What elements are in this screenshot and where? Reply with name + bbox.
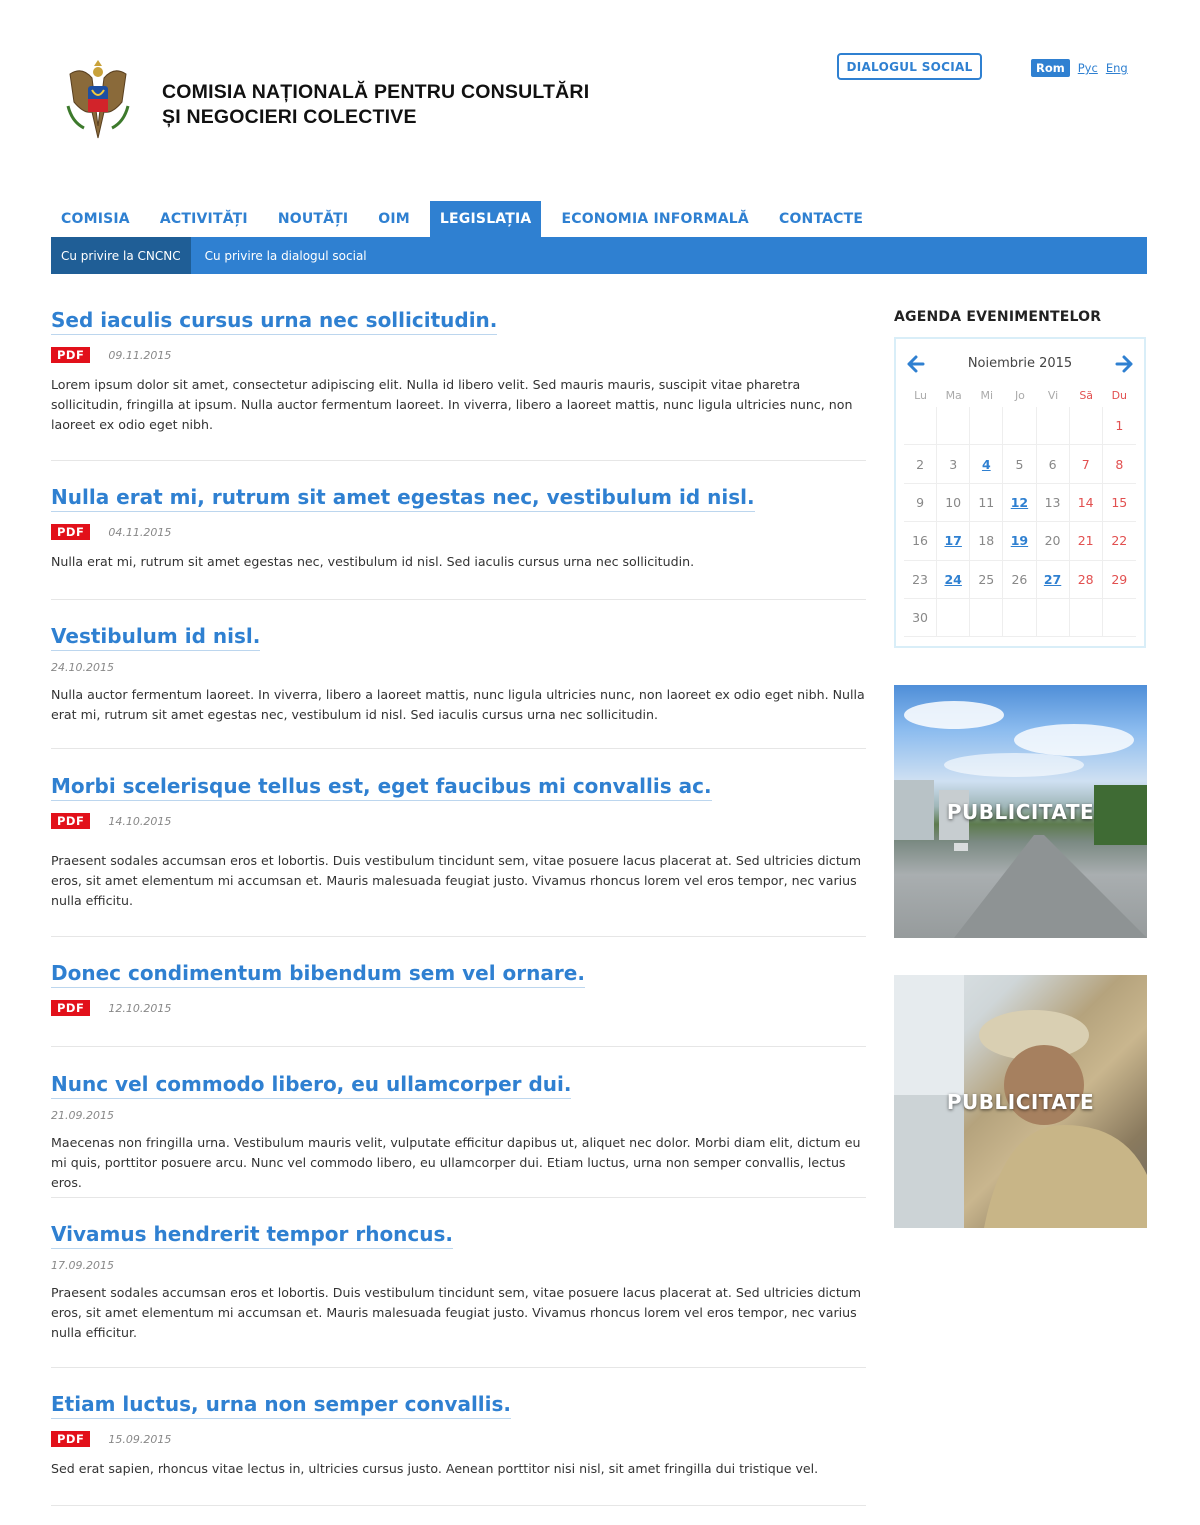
article-excerpt: Praesent sodales accumsan eros et lobortis. Duis vestibulum tincidunt sem, vitae posuere lacus placerat at. Sed ultricies dictum eros, sit amet elementum mi accumsan et. Mauris malesuada feugiat justo. Vivamus rhoncus lorem vel eros tempor, nec varius nulla efficitu. (51, 853, 862, 908)
calendar-month: Noiembrie 2015 (967, 356, 1073, 371)
calendar-week (904, 484, 1136, 522)
article-title[interactable]: Morbi scelerisque tellus est, eget faucibus mi convallis ac. (51, 774, 712, 801)
article-title[interactable]: Donec condimentum bibendum sem vel ornare. (51, 961, 585, 988)
weekday-label: Ma (945, 389, 962, 402)
language-switcher (1031, 59, 1128, 77)
lang-rus[interactable]: Рус (1077, 61, 1098, 75)
calendar-day[interactable]: 28 (1070, 561, 1103, 598)
calendar-empty-cell (1003, 599, 1036, 636)
pdf-badge[interactable]: PDF (51, 1431, 90, 1447)
calendar-empty-cell (970, 407, 1003, 444)
ad-label: PUBLICITATE (946, 800, 1095, 824)
calendar-day[interactable]: 29 (1111, 571, 1128, 587)
calendar-empty-cell (970, 599, 1003, 636)
pdf-badge[interactable]: PDF (51, 524, 90, 540)
article-item (51, 1072, 866, 1198)
calendar-day[interactable]: 6 (1037, 445, 1070, 482)
nav-comisia[interactable]: COMISIA (61, 211, 130, 227)
article-excerpt: Praesent sodales accumsan eros et lobortis. Duis vestibulum tincidunt sem, vitae posuere lacus placerat at. Sed ultricies dictum eros, sit amet elementum mi accumsan et. Mauris malesuada feugiat justo. Vivamus rhoncus lorem vel eros tempor, nec varius nulla efficitur. (51, 1285, 862, 1340)
article-date: 04.11.2015 (108, 525, 172, 539)
calendar-day[interactable]: 19 (1003, 522, 1036, 559)
calendar-day[interactable]: 20 (1037, 522, 1070, 559)
nav-legislatia[interactable]: LEGISLAȚIA (430, 201, 542, 237)
article-item (51, 1392, 866, 1506)
article-excerpt: Maecenas non fringilla urna. Vestibulum mauris velit, vulputate efficitur dapibus ut, aliquet nec dolor. Morbi diam elit, dictum eu mi quis, porttitor posuere arcu. Nunc vel commodo libero, eu ullamcorper dui. Etiam luctus, urna non semper convallis, lectus eros. (51, 1135, 861, 1190)
site-title-line2: ȘI NEGOCIERI COLECTIVE (162, 106, 417, 128)
calendar-week (904, 407, 1136, 445)
calendar-day[interactable]: 24 (937, 561, 970, 598)
dialogul-social-button[interactable]: DIALOGUL SOCIAL (837, 53, 982, 80)
calendar-empty-cell (937, 407, 970, 444)
nav-activitati[interactable]: ACTIVITĂȚI (159, 211, 248, 227)
calendar-day[interactable]: 25 (970, 561, 1003, 598)
nav-economia-informala[interactable]: ECONOMIA INFORMALĂ (561, 211, 749, 227)
calendar-day[interactable]: 5 (1003, 445, 1036, 482)
article-title[interactable]: Sed iaculis cursus urna nec sollicitudin. (51, 308, 497, 335)
pdf-badge[interactable]: PDF (51, 813, 90, 829)
weekday-label: Jo (1014, 389, 1025, 402)
article-title[interactable]: Etiam luctus, urna non semper convallis. (51, 1392, 511, 1419)
calendar-day[interactable]: 27 (1037, 561, 1070, 598)
arrow-right-icon[interactable] (1114, 353, 1136, 375)
article-date: 12.10.2015 (108, 1001, 172, 1015)
article-date: 09.11.2015 (108, 348, 172, 362)
calendar-empty-cell (1103, 599, 1136, 636)
site-title[interactable] (162, 80, 589, 130)
article-item (51, 308, 866, 461)
calendar-day[interactable]: 3 (937, 445, 970, 482)
calendar-day[interactable]: 1 (1115, 418, 1124, 434)
main-nav (51, 201, 883, 237)
calendar-day[interactable]: 8 (1115, 456, 1124, 472)
article-title[interactable]: Vestibulum id nisl. (51, 624, 260, 651)
weekday-label: Vi (1047, 389, 1059, 402)
lang-eng[interactable]: Eng (1105, 61, 1128, 75)
weekday-label: Să (1079, 389, 1094, 402)
calendar-week (904, 522, 1136, 560)
article-date: 15.09.2015 (108, 1432, 172, 1446)
agenda-title: AGENDA EVENIMENTELOR (894, 309, 1102, 325)
article-title[interactable]: Vivamus hendrerit tempor rhoncus. (51, 1222, 453, 1249)
article-date: 24.10.2015 (51, 660, 114, 674)
pdf-badge[interactable]: PDF (51, 347, 90, 363)
calendar-day[interactable]: 18 (970, 522, 1003, 559)
article-item (51, 624, 866, 749)
article-excerpt: Nulla auctor fermentum laoreet. In viverra, libero a laoreet mattis, nunc ligula ultricies nunc, non laoreet ex odio eget nibh. Nulla erat mi, rutrum sit amet egestas nec, vestibulum id nisl. Sed iaculis cursus urna nec sollicitudin. (51, 687, 865, 722)
calendar-day[interactable]: 10 (937, 484, 970, 521)
calendar-day[interactable]: 4 (970, 445, 1003, 482)
article-date: 14.10.2015 (108, 814, 172, 828)
ad-banner[interactable] (894, 685, 1147, 938)
article-item (51, 1222, 866, 1368)
calendar-weekdays (904, 389, 1136, 407)
nav-oim[interactable]: OIM (378, 211, 410, 227)
article-item (51, 774, 866, 937)
calendar-day[interactable]: 11 (970, 484, 1003, 521)
article-excerpt: Nulla erat mi, rutrum sit amet egestas nec, vestibulum id nisl. Sed iaculis cursus urna nec sollicitudin. (51, 554, 695, 569)
calendar-empty-cell (904, 407, 937, 444)
weekday-label: Lu (914, 389, 928, 402)
article-title[interactable]: Nunc vel commodo libero, eu ullamcorper dui. (51, 1072, 571, 1099)
weekday-label: Mi (980, 389, 994, 402)
sub-nav (51, 237, 1147, 274)
ad-label: PUBLICITATE (946, 1090, 1095, 1114)
calendar-empty-cell (1003, 407, 1036, 444)
calendar-empty-cell (937, 599, 970, 636)
article-title[interactable]: Nulla erat mi, rutrum sit amet egestas nec, vestibulum id nisl. (51, 485, 755, 512)
calendar-day[interactable]: 26 (1003, 561, 1036, 598)
ad-banner[interactable] (894, 975, 1147, 1228)
calendar-empty-cell (1037, 599, 1070, 636)
subnav-dialogul-social[interactable]: Cu privire la dialogul social (204, 248, 367, 263)
lang-rom[interactable]: Rom (1031, 59, 1070, 77)
calendar-day[interactable]: 7 (1070, 445, 1103, 482)
calendar-day[interactable]: 14 (1070, 484, 1103, 521)
calendar-day[interactable]: 2 (904, 445, 937, 482)
site-title-line1: COMISIA NAȚIONALĂ PENTRU CONSULTĂRI (162, 81, 590, 103)
calendar-grid (904, 389, 1136, 637)
coat-of-arms-logo[interactable] (62, 56, 134, 146)
article-item (51, 961, 866, 1047)
article-item (51, 485, 866, 600)
nav-noutati[interactable]: NOUTĂȚI (277, 211, 349, 227)
calendar-week (904, 599, 1136, 637)
calendar-day[interactable]: 15 (1111, 494, 1128, 510)
article-date: 21.09.2015 (51, 1108, 114, 1122)
calendar-empty-cell (1070, 407, 1103, 444)
calendar-day[interactable]: 21 (1070, 522, 1103, 559)
calendar-day[interactable]: 17 (937, 522, 970, 559)
calendar-empty-cell (1037, 407, 1070, 444)
calendar-week (904, 445, 1136, 483)
subnav-cncnc[interactable]: Cu privire la CNCNC (51, 237, 191, 274)
article-excerpt: Lorem ipsum dolor sit amet, consectetur adipiscing elit. Nulla id libero velit. Sed mauris mauris, suscipit vitae pharetra sollicitudin, fringilla at ipsum. Nulla auctor fermentum laoreet. In viverra, libero a laoreet mattis, nunc ligula ultricies nunc, non laoreet ex odio eget nibh. (51, 377, 853, 432)
calendar-day[interactable]: 13 (1037, 484, 1070, 521)
calendar-day[interactable]: 30 (904, 599, 937, 636)
calendar-day[interactable]: 9 (904, 484, 937, 521)
calendar-day[interactable]: 12 (1003, 484, 1036, 521)
weekday-label: Du (1111, 389, 1128, 402)
pdf-badge[interactable]: PDF (51, 1000, 90, 1016)
nav-contacte[interactable]: CONTACTE (778, 211, 864, 227)
calendar-empty-cell (1070, 599, 1103, 636)
event-calendar (894, 337, 1146, 648)
article-excerpt: Sed erat sapien, rhoncus vitae lectus in, ultricies cursus justo. Aenean porttitor nisi nisl, sit amet fringilla dui tristique vel. (51, 1461, 819, 1476)
article-date: 17.09.2015 (51, 1258, 114, 1272)
calendar-day[interactable]: 22 (1111, 533, 1128, 549)
calendar-day[interactable]: 23 (904, 561, 937, 598)
calendar-week (904, 561, 1136, 599)
calendar-day[interactable]: 16 (904, 522, 937, 559)
